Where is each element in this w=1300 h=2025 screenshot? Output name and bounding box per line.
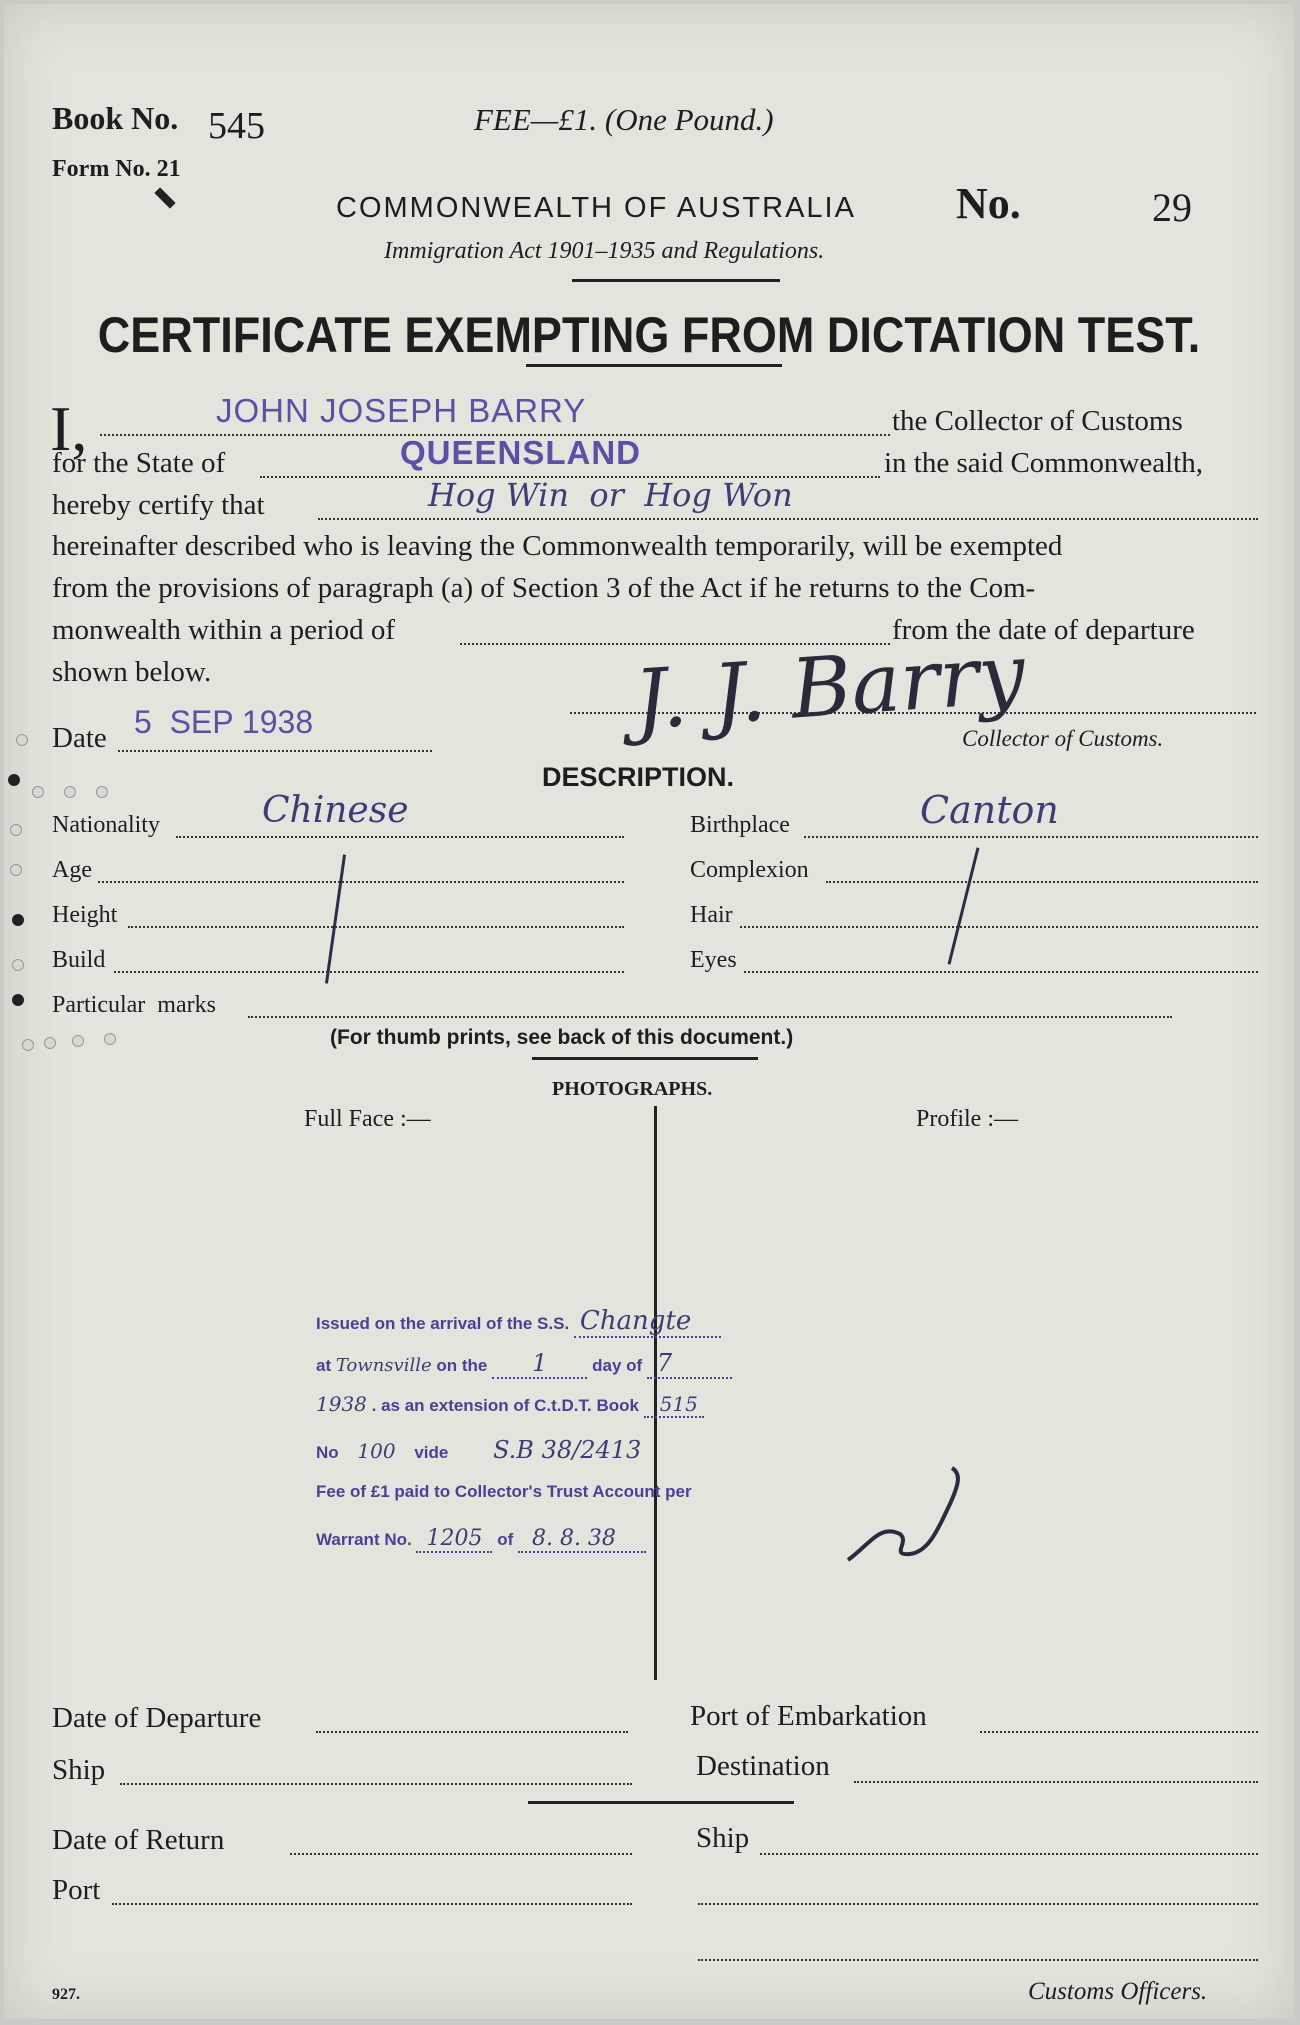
punch-hole: [8, 774, 20, 786]
collector-signature: J. J. Barry: [631, 626, 1028, 749]
date-return-line: [290, 1853, 632, 1855]
punch-hole: [64, 786, 76, 798]
description-heading: DESCRIPTION.: [542, 762, 735, 792]
commonwealth-heading: COMMONWEALTH OF AUSTRALIA: [336, 192, 856, 224]
ship-return-line: [760, 1853, 1258, 1855]
stamp-ship: Changte: [574, 1306, 721, 1338]
form-number: Form No. 21: [52, 156, 181, 182]
complexion-line: [826, 881, 1258, 883]
age-line: [98, 881, 624, 883]
nationality-value: Chinese: [262, 790, 409, 831]
stamp-text: at: [316, 1356, 332, 1375]
book-label: Book No.: [52, 100, 179, 136]
port-embarkation-line: [980, 1731, 1258, 1733]
build-label: Build: [52, 947, 106, 973]
punch-hole: [72, 1035, 84, 1047]
stamp-warrant-number: 1205: [416, 1526, 492, 1553]
print-code: 927.: [52, 1986, 80, 2003]
act-reference: Immigration Act 1901–1935 and Regulations.: [384, 238, 825, 264]
punch-hole: [32, 786, 44, 798]
collector-name-stamp: JOHN JOSEPH BARRY: [216, 392, 587, 429]
ship-line: [120, 1783, 632, 1785]
not-applicable-slash: [948, 847, 980, 964]
birthplace-label: Birthplace: [690, 812, 790, 838]
state-stamp: QUEENSLAND: [400, 434, 642, 471]
not-applicable-slash: [325, 854, 346, 983]
particular-marks-line: [248, 1016, 1172, 1018]
height-label: Height: [52, 902, 118, 928]
divider: [528, 1801, 794, 1804]
destination-label: Destination: [696, 1750, 830, 1782]
endorsement-line-3: [316, 1392, 704, 1416]
endorsement-line-1: [316, 1306, 721, 1336]
full-face-label: Full Face :—: [304, 1106, 431, 1132]
destination-line: [854, 1781, 1258, 1783]
officer-line: [698, 1959, 1258, 1961]
height-line: [128, 926, 624, 928]
birthplace-value: Canton: [920, 788, 1059, 832]
person-name-line: [318, 518, 1258, 520]
punch-hole: [12, 959, 24, 971]
stamp-text: day of: [592, 1356, 643, 1375]
endorsement-line-5: Fee of £1 paid to Collector's Trust Account per: [316, 1482, 692, 1501]
ship-label: Ship: [52, 1754, 106, 1786]
stamp-year: 1938: [316, 1392, 367, 1416]
collector-of-customs-label: Collector of Customs.: [962, 726, 1164, 751]
endorsement-line-2: [316, 1349, 732, 1377]
port-line: [112, 1903, 632, 1905]
state-suffix: in the said Commonwealth,: [884, 447, 1203, 479]
punch-hole: [104, 1033, 116, 1045]
eyes-label: Eyes: [690, 947, 737, 973]
i-label: I,: [50, 393, 88, 464]
date-line: [118, 750, 432, 752]
divider: [572, 279, 780, 282]
number-label: No.: [956, 179, 1021, 228]
ink-mark: [154, 187, 175, 208]
officer-line: [698, 1903, 1258, 1905]
initials-signature: [840, 1464, 980, 1574]
state-prefix: for the State of: [52, 447, 226, 479]
period-prefix: monwealth within a period of: [52, 614, 396, 646]
stamp-day: 1: [492, 1349, 587, 1379]
punch-hole: [22, 1039, 34, 1051]
nationality-line: [176, 836, 624, 838]
certify-prefix: hereby certify that: [52, 489, 265, 521]
customs-officers-label: Customs Officers.: [1028, 1978, 1208, 2005]
build-line: [114, 971, 624, 973]
date-stamp: 5 SEP 1938: [134, 704, 314, 740]
paragraph-line: from the provisions of paragraph (a) of Section 3 of the Act if he returns to the Com-: [52, 572, 1036, 604]
stamp-text: . as an extension of C.t.D.T. Book: [371, 1396, 639, 1415]
period-suffix: from the date of departure: [892, 614, 1195, 646]
date-departure-label: Date of Departure: [52, 1702, 262, 1734]
stamp-vide-reference: S.B 38/2413: [493, 1436, 642, 1464]
book-number: 545: [208, 105, 265, 147]
certificate-sheet: [4, 4, 1294, 2019]
certificate-title: CERTIFICATE EXEMPTING FROM DICTATION TEST.: [97, 307, 1201, 363]
person-name: Hog Win or Hog Won: [428, 476, 793, 514]
endorsement-line-6: [316, 1526, 646, 1551]
punch-hole: [16, 734, 28, 746]
port-embarkation-label: Port of Embarkation: [690, 1700, 927, 1732]
particular-marks-label: Particular marks: [52, 992, 216, 1018]
complexion-label: Complexion: [690, 857, 809, 883]
stamp-book: 515: [644, 1392, 704, 1418]
punch-hole: [12, 994, 24, 1006]
divider: [532, 1057, 758, 1060]
stamp-warrant-date: 8. 8. 38: [518, 1526, 646, 1553]
hair-label: Hair: [690, 902, 733, 928]
date-label: Date: [52, 722, 107, 754]
date-departure-line: [316, 1731, 628, 1733]
punch-hole: [44, 1037, 56, 1049]
stamp-number: 100: [357, 1439, 396, 1463]
divider: [526, 364, 782, 367]
stamp-text: on the: [436, 1356, 488, 1375]
stamp-text: No: [316, 1443, 339, 1462]
certificate-number: 29: [1152, 185, 1192, 230]
hair-line: [740, 926, 1258, 928]
stamp-text: Issued on the arrival of the S.S.: [316, 1314, 570, 1333]
thumb-print-note: (For thumb prints, see back of this document.): [330, 1026, 794, 1049]
shown-below: shown below.: [52, 656, 212, 688]
birthplace-line: [804, 836, 1258, 838]
punch-hole: [10, 864, 22, 876]
profile-label: Profile :—: [916, 1106, 1018, 1132]
nationality-label: Nationality: [52, 812, 160, 838]
fee-label: FEE—£1. (One Pound.): [474, 102, 774, 137]
paragraph-line: hereinafter described who is leaving the Commonwealth temporarily, will be exempted: [52, 530, 1063, 562]
eyes-line: [744, 971, 1258, 973]
ship-return-label: Ship: [696, 1822, 750, 1854]
stamp-text: Warrant No.: [316, 1530, 412, 1549]
photographs-heading: PHOTOGRAPHS.: [552, 1078, 713, 1100]
stamp-month: 7: [647, 1349, 732, 1379]
stamp-port: Townsville: [335, 1355, 432, 1376]
punch-hole: [10, 824, 22, 836]
endorsement-line-4: [316, 1436, 641, 1464]
punch-hole: [96, 786, 108, 798]
stamp-text: of: [497, 1530, 514, 1549]
port-label: Port: [52, 1874, 101, 1906]
punch-hole: [12, 914, 24, 926]
date-return-label: Date of Return: [52, 1824, 225, 1856]
age-label: Age: [52, 857, 92, 883]
stamp-text: vide: [414, 1443, 449, 1462]
collector-suffix: the Collector of Customs: [892, 405, 1183, 437]
